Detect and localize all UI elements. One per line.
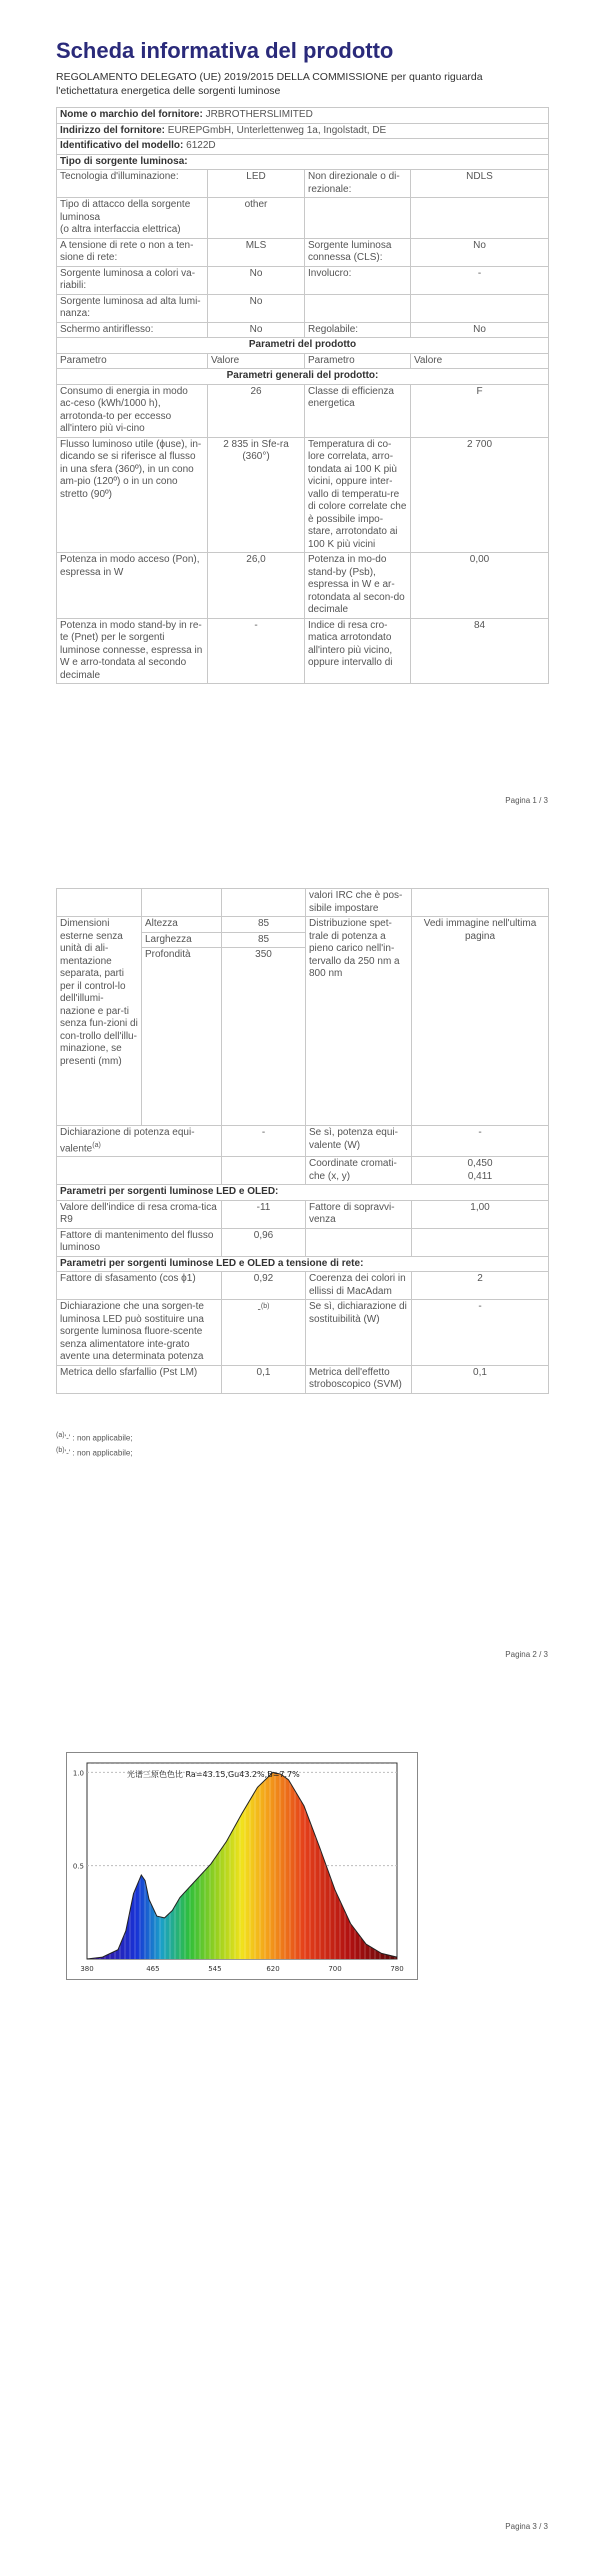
row-label: Flusso luminoso utile (ϕuse), in-dicando se si riferisce al flusso in una sfera (360º), in un cono am-pio (120º) o in un cono stretto (90º) [57, 437, 208, 553]
row-value-right: - [411, 266, 549, 294]
spectral-value: Vedi immagine nell'ultima pagina [412, 917, 549, 1126]
row-label-right: Sorgente luminosa connessa (CLS): [305, 238, 411, 266]
x-tick-label: 380 [80, 1965, 94, 1973]
row-value: MLS [208, 238, 305, 266]
footnote-mark: (b) [260, 1303, 270, 1311]
model-value: 6122D [186, 140, 216, 151]
row-value: 26,0 [208, 553, 305, 619]
chroma-label: Coordinate cromati-che (x, y) [306, 1157, 412, 1185]
supplier-value: JRBROTHERSLIMITED [205, 109, 313, 120]
row-value: No [208, 294, 305, 322]
fluorescent-label: Dichiarazione che una sorgen-te luminosa LED può sostituire una sorgente luminosa fluore-scente senza alimentatore inte-grato avente una determinata potenza [57, 1300, 222, 1366]
x-tick-label: 700 [328, 1965, 342, 1973]
row-label-right: Classe di efficienza energetica [305, 384, 411, 437]
row-label: Sorgente luminosa ad alta lumi-nanza: [57, 294, 208, 322]
footnote-mark: (a) [92, 1141, 101, 1149]
address-value: EUREPGmbH, Unterlettenweg 1a, Ingolstadt, DE [167, 124, 387, 136]
page-number: Pagina 1 / 3 [505, 796, 548, 805]
row-value-right: 84 [411, 618, 549, 684]
x-ticks [80, 1965, 403, 1973]
address-label: Indirizzo del fornitore: [60, 124, 165, 136]
product-info-table [56, 107, 549, 684]
row-label: Tecnologia d'illuminazione: [57, 170, 208, 198]
spectral-label: Distribuzione spet-trale di potenza a pieno carico nell'in-tervallo da 250 nm a 800 nm [306, 917, 412, 1126]
dim-value: 85 [222, 932, 306, 948]
chart-title: 光谱三原色色比 Ra=43.15,Gu43.2%,B=7.7% [127, 1770, 300, 1779]
row-label-right: Involucro: [305, 266, 411, 294]
x-tick-label: 545 [208, 1965, 222, 1973]
pst-value: 0,1 [222, 1365, 306, 1393]
product-info-table-continued [56, 888, 549, 1394]
source-type-heading: Tipo di sorgente luminosa: [57, 154, 549, 170]
col-header-param: Parametro [57, 353, 208, 369]
row-value: LED [208, 170, 305, 198]
row-label-right: Regolabile: [305, 322, 411, 338]
supplier-label: Nome o marchio del fornitore: [60, 109, 203, 120]
replacement-value: - [412, 1300, 549, 1366]
chroma-y: 0,411 [467, 1170, 493, 1182]
page-number: Pagina 2 / 3 [505, 1650, 548, 1659]
dim-name: Altezza [142, 917, 222, 933]
dim-value: 350 [222, 948, 306, 1126]
macadam-label: Coerenza dei colori in ellissi di MacAdam [306, 1272, 412, 1300]
row-value-right: F [411, 384, 549, 437]
row-label-right [305, 198, 411, 239]
col-header-value: Valore [208, 353, 305, 369]
phase-label: Fattore di sfasamento (cos ϕ1) [57, 1272, 222, 1300]
page-1 [0, 0, 604, 820]
regulation-subtitle: REGOLAMENTO DELEGATO (UE) 2019/2015 DELLA COMMISSIONE per quanto riguarda l'etichettatura energetica delle sorgenti luminose [56, 71, 483, 97]
row-label: Potenza in modo acceso (Pon), espressa in W [57, 553, 208, 619]
y-ticks [73, 1769, 84, 1870]
dim-value: 85 [222, 917, 306, 933]
page-title: Scheda informativa del prodotto [56, 38, 394, 63]
row-label-right: Non direzionale o di-rezionale: [305, 170, 411, 198]
row-value: 2 835 in Sfe-ra (360°) [208, 437, 305, 553]
footnotes [56, 1430, 133, 1459]
r9-value: -11 [222, 1200, 306, 1228]
row-label: Consumo di energia in modo ac-ceso (kWh/1000 h), arrotonda-to per eccesso all'intero più vi-cino [57, 384, 208, 437]
equiv-right-label: Se sì, potenza equi-valente (W) [306, 1126, 412, 1157]
maintenance-label: Fattore di mantenimento del flusso luminoso [57, 1228, 222, 1256]
footnote-a-mark: (a) [56, 1432, 65, 1439]
svm-label: Metrica dell'effetto stroboscopico (SVM) [306, 1365, 412, 1393]
row-value-right: 0,00 [411, 553, 549, 619]
led-mains-heading: Parametri per sorgenti luminose LED e OLED a tensione di rete: [57, 1256, 549, 1272]
pst-label: Metrica dello sfarfallio (Pst LM) [57, 1365, 222, 1393]
model-label: Identificativo del modello: [60, 140, 184, 151]
row-value-right: NDLS [411, 170, 549, 198]
footnote-b-mark: (b) [56, 1446, 65, 1454]
y-tick-label: 1.0 [72, 1769, 84, 1778]
row-value-right [411, 294, 549, 322]
equiv-right-value: - [412, 1126, 549, 1157]
row-value-right: No [411, 322, 549, 338]
row-value-right: 2 700 [411, 437, 549, 553]
led-oled-heading: Parametri per sorgenti luminose LED e OLED: [57, 1185, 549, 1201]
row-label-right: Potenza in mo-do stand-by (Psb), espressa in W e ar-rotondata al secon-do decimale [305, 553, 411, 619]
col-header-param: Parametro [305, 353, 411, 369]
dimensions-label: Dimensioni esterne senza unità di ali-mentazione separata, parti per il control-lo dell'illumi-nazione e par-ti senza fun-zioni di con-trollo dell'illu-minazione, se presenti (mm) [57, 917, 142, 1126]
survival-label: Fattore di sopravvi-venza [306, 1200, 412, 1228]
row-label: Schermo antiriflesso: [57, 322, 208, 338]
page-number: Pagina 3 / 3 [505, 2522, 548, 2531]
replacement-label: Se sì, dichiarazione di sostituibilità (W) [306, 1300, 412, 1366]
row-label-right: Temperatura di co-lore correlata, arro-tondata ai 100 K più vicini, oppure inter-vallo di temperatu-re di colore correlate che è possibile impo-stare, arrotondato ai 100 K più vicini [305, 437, 411, 553]
r9-label: Valore dell'indice di resa croma-tica R9 [57, 1200, 222, 1228]
y-tick-label: 0.5 [72, 1862, 84, 1871]
row-label-right: valori IRC che è pos-sibile impostare [306, 889, 412, 917]
x-tick-label: 780 [390, 1965, 404, 1973]
row-value: No [208, 322, 305, 338]
row-value: - [208, 618, 305, 684]
fluorescent-value: - [257, 1304, 261, 1316]
equiv-value: - [222, 1126, 306, 1157]
row-label: Potenza in modo stand-by in re-te (Pnet) per le sorgenti luminose connesse, espressa in W e arro-tondata al secondo decimale [57, 618, 208, 684]
row-value: No [208, 266, 305, 294]
equiv-label: Dichiarazione di potenza equi-valente [60, 1127, 195, 1154]
product-params-heading: Parametri del prodotto [57, 338, 549, 354]
row-label: Sorgente luminosa a colori va-riabili: [57, 266, 208, 294]
spectral-chart-svg [67, 1753, 417, 1979]
phase-value: 0,92 [222, 1272, 306, 1300]
row-label-right [305, 294, 411, 322]
row-value: 26 [208, 384, 305, 437]
row-label: A tensione di rete o non a ten-sione di rete: [57, 238, 208, 266]
footnote-a: '-' : non applicabile; [64, 1433, 133, 1443]
col-header-value: Valore [411, 353, 549, 369]
row-value: other [208, 198, 305, 239]
general-params-heading: Parametri generali del prodotto: [57, 369, 549, 385]
dim-name: Larghezza [142, 932, 222, 948]
macadam-value: 2 [412, 1272, 549, 1300]
spectral-chart [66, 1752, 418, 1980]
x-tick-label: 620 [266, 1965, 280, 1973]
footnote-b: '-' : non applicabile; [64, 1448, 133, 1458]
x-tick-label: 465 [146, 1965, 160, 1973]
row-value-right [411, 198, 549, 239]
row-label: Tipo di attacco della sorgente luminosa (o altra interfaccia elettrica) [57, 198, 208, 239]
chroma-x: 0,450 [467, 1158, 493, 1170]
row-label-right: Indice di resa cro-matica arrotondato all'intero più vicino, oppure intervallo di [305, 618, 411, 684]
maintenance-value: 0,96 [222, 1228, 306, 1256]
page-2 [0, 880, 604, 1670]
row-value-right: No [411, 238, 549, 266]
svm-value: 0,1 [412, 1365, 549, 1393]
dim-name: Profondità [142, 948, 222, 1126]
survival-value: 1,00 [412, 1200, 549, 1228]
